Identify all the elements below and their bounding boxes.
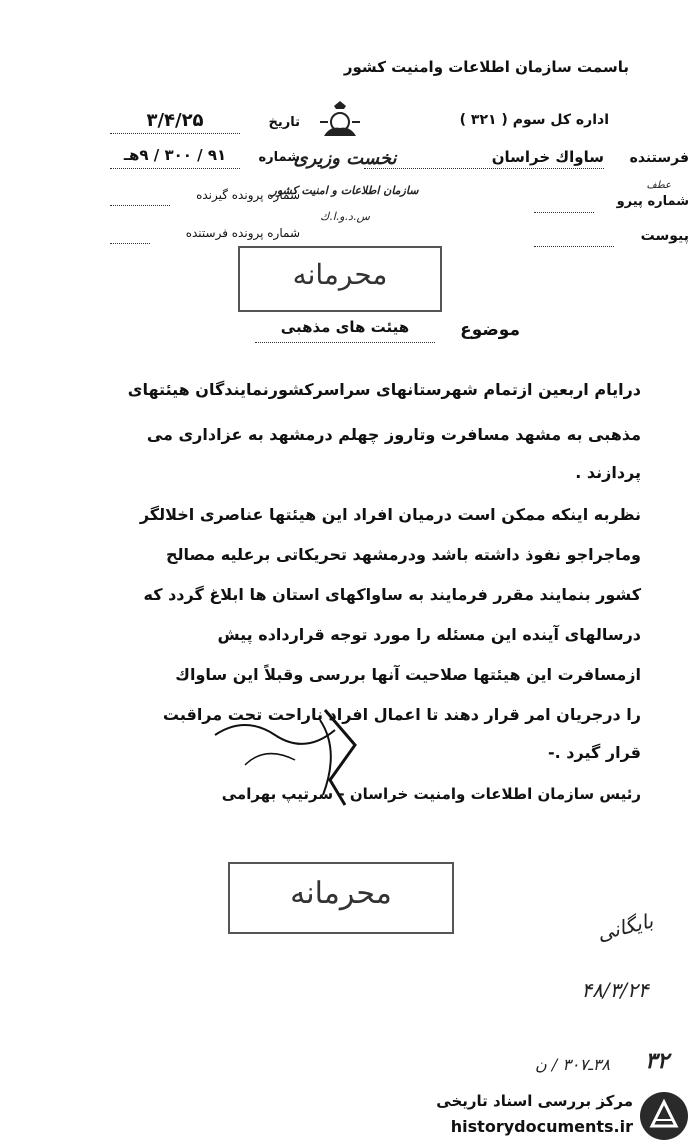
body-line-2: مذهبی به مشهد مسافرت وتاروز چهلم درمشهد به عزاداری می [146, 425, 641, 444]
watermark-name: مرکز بررسی اسناد تاریخی [436, 1092, 633, 1110]
number-value: ۹۱ / ۳۰۰ / ۹هـ [123, 146, 227, 164]
sender-value: ساواك خراسان [491, 148, 604, 166]
date-dotted-line [110, 133, 240, 134]
body-line-9: را درجریان امر قرار دهند تا اعمال افراد ناراحت تحت مراقبت [162, 705, 641, 724]
archive-logo-icon [638, 1090, 690, 1142]
number-dotted-line [110, 168, 240, 169]
confidential-stamp-top-text: محرمانه [292, 258, 388, 291]
sender-file-label: شماره پرونده فرستنده [185, 226, 300, 240]
subject-value: هیئت های مذهبی [280, 318, 410, 336]
number-label: شماره [258, 150, 300, 165]
recipient-line: باسمت سازمان اطلاعات وامنیت کشور [343, 58, 629, 76]
body-line-6: کشور بنمایند مقرر فرمایند به ساواکهای استان ها ابلاغ گردد که [143, 585, 641, 604]
ref-note: عطف [646, 180, 671, 191]
emblem-ministry: نخست وزیری [293, 148, 397, 169]
department-line: اداره کل سوم ( ۳۲۱ ) [459, 112, 609, 128]
ref-dotted-line [534, 212, 594, 213]
receiver-file-label: شماره پرونده گیرنده [196, 188, 300, 202]
confidential-stamp-bottom [228, 862, 454, 934]
confidential-stamp-bottom-text: محرمانه [290, 876, 392, 911]
handwritten-date: ۴۸/۳/۲۴ [581, 978, 649, 1002]
emblem-organization: سازمان اطلاعات و امنیت کشور [271, 184, 419, 197]
emblem-abbrev: س.د.و.ا.ك [320, 210, 370, 223]
watermark-url: historydocuments.ir [450, 1117, 633, 1136]
date-label: تاریخ [268, 115, 300, 130]
sender-file-dotted-line [110, 243, 150, 244]
sender-dotted-line [364, 168, 604, 169]
handwritten-number: ۳۲ [645, 1048, 669, 1074]
body-line-4: نظربه اینکه ممکن است درمیان افراد این هیئتها عناصری اخلالگر [139, 505, 641, 524]
attachment-dotted-line [534, 246, 614, 247]
lion-sun-emblem-icon [316, 100, 364, 142]
ref-label: شماره پیرو [616, 194, 689, 209]
handwritten-code: ۳۸ـ۳۰۷ / ن [535, 1055, 610, 1074]
subject-dotted-line [255, 342, 435, 343]
attachment-label: پیوست [640, 228, 689, 244]
subject-label: موضوع [460, 320, 520, 340]
confidential-stamp-top [238, 246, 442, 312]
date-value: ۳/۴/۲۵ [146, 110, 204, 131]
handwritten-note: بایگانی [594, 908, 656, 946]
sender-label: فرستنده [629, 150, 689, 166]
body-line-5: وماجراجو نفوذ داشته باشد ودرمشهد تحریکاتی برعلیه مصالح [165, 545, 641, 564]
body-line-3: پردازند . [575, 463, 641, 482]
body-line-8: ازمسافرت این هیئتها صلاحیت آنها بررسی وقبلاً این ساواك [175, 665, 641, 684]
body-line-7: درسالهای آینده این مسئله را مورد توجه قرارداده پیش [217, 625, 641, 644]
signature-line: رئیس سازمان اطلاعات وامنیت خراسان - سرتیپ بهرامی [221, 785, 641, 803]
body-line-10: قرار گیرد .- [548, 743, 641, 762]
receiver-file-dotted-line [110, 205, 170, 206]
body-line-1: درایام اربعین ازتمام شهرستانهای سراسرکشورنمایندگان هیئتهای [127, 380, 641, 399]
